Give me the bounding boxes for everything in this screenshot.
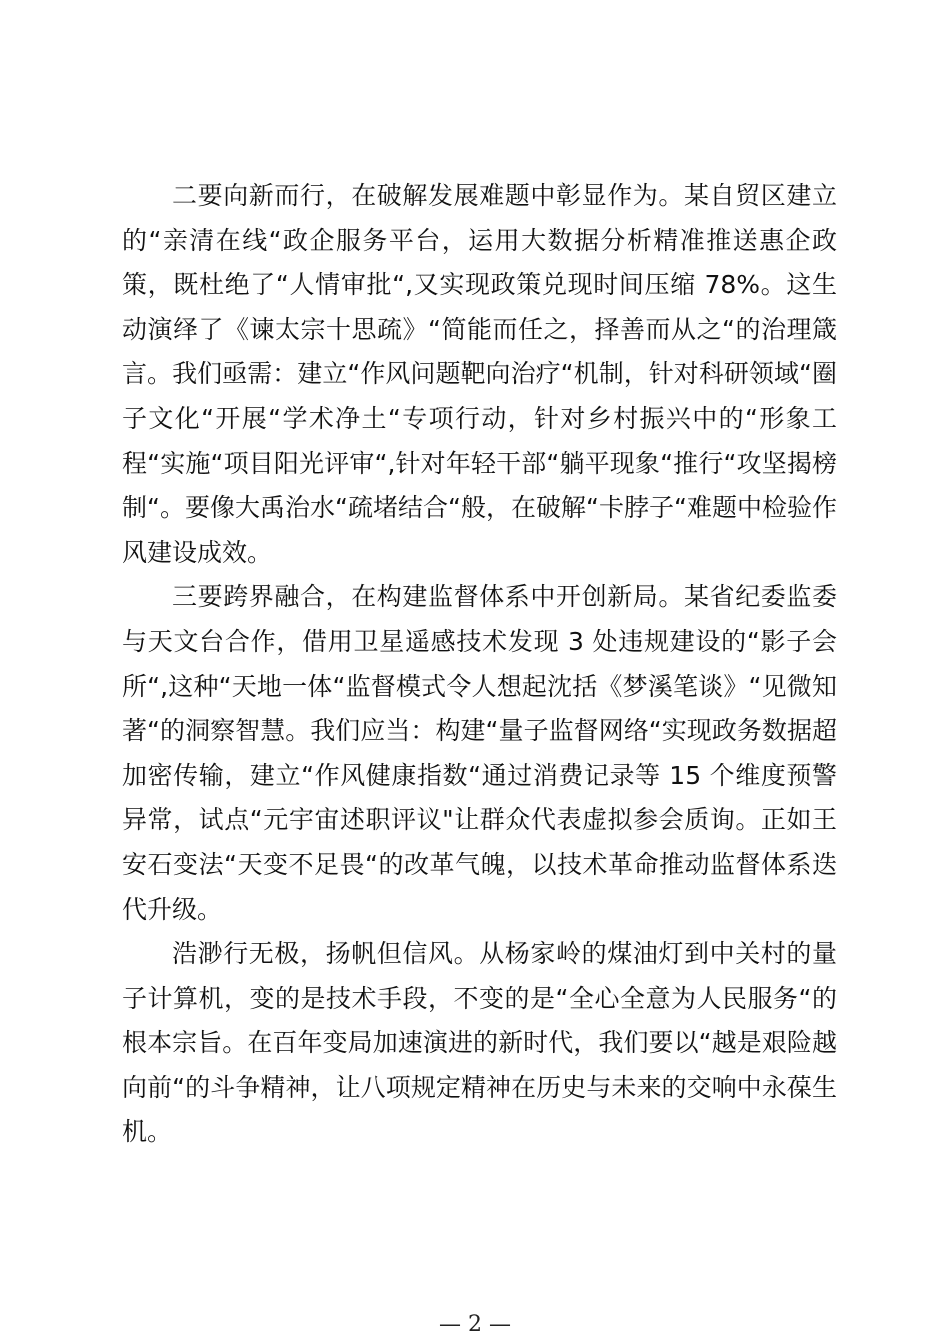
page-number: — 2 —: [439, 1312, 511, 1337]
document-body: [122, 174, 837, 1155]
paragraph-innovation: 二要向新而行，在破解发展难题中彰显作为。某自贸区建立的“亲清在线“政企服务平台，运用大数据分析精准推送惠企政策，既杜绝了“人情审批“,又实现政策兑现时间压缩 78%。这生动演绎了《谏太宗十思疏》“简能而任之，择善而从之“的治理箴言。我们亟需：建立“作风问题靶向治疗“机制，针对科研领域“圈子文化“开展“学术净土“专项行动，针对乡村振兴中的“形象工程“实施“项目阳光评审“,针对年轻干部“躺平现象“推行“攻坚揭榜制“。要像大禹治水“疏堵结合“般，在破解“卡脖子“难题中检验作风建设成效。: [122, 181, 837, 567]
paragraph-conclusion: 浩渺行无极，扬帆但信风。从杨家岭的煤油灯到中关村的量子计算机，变的是技术手段，不变的是“全心全意为人民服务“的根本宗旨。在百年变局加速演进的新时代，我们要以“越是艰险越向前“的斗争精神，让八项规定精神在历史与未来的交响中永葆生机。: [122, 939, 837, 1147]
paragraph-supervision: 三要跨界融合，在构建监督体系中开创新局。某省纪委监委与天文台合作，借用卫星遥感技术发现 3 处违规建设的“影子会所“,这种“天地一体“监督模式令人想起沈括《梦溪笔谈》“见微知著“的洞察智慧。我们应当：构建“量子监督网络“实现政务数据超加密传输，建立“作风健康指数“通过消费记录等 15 个维度预警异常，试点“元宇宙述职评议"让群众代表虚拟参会质询。正如王安石变法“天变不足畏“的改革气魄，以技术革命推动监督体系迭代升级。: [122, 582, 837, 924]
